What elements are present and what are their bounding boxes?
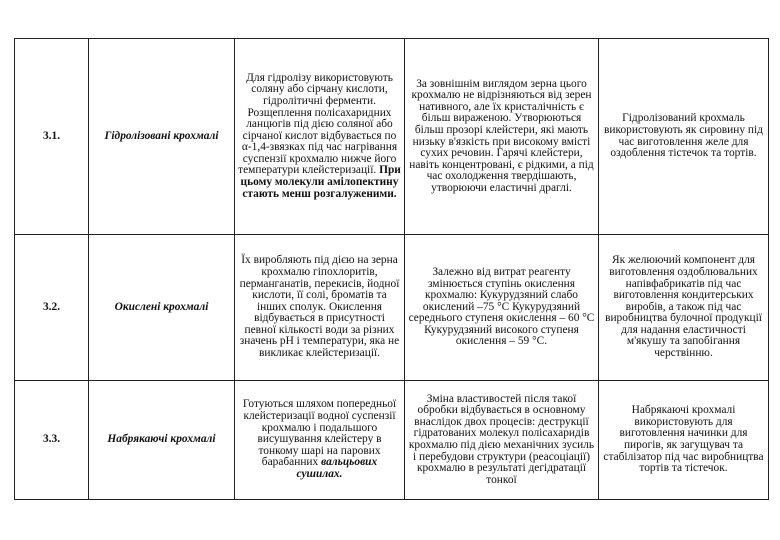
production-method-text: Для гідролізу використовують соляну або сірчану кислоти, гідролітичні ферменти. Розщеплення полісахаридних ланцюгів під дією соляної або сірчаної кислот відбувається по α-1,4-звязках під час нагрівання суспензії крохмалю нижче його температури клейстеризації.	[238, 71, 398, 177]
usage-cell	[599, 235, 769, 381]
starch-type-name: Гідролізовані крохмалі	[89, 39, 235, 235]
row-number: 3.1.	[15, 39, 89, 235]
table-row	[15, 39, 769, 235]
production-method-cell	[235, 381, 405, 500]
properties-text: За зовнішнім виглядом зерна цього крохмалю не відрізняються від зерен нативного, але їх кристалічність є більш вираженою. Утворюються більш прозорі клейстери, які мають низьку в'язкість при високому вмісті сухих речовин. Гарячі клейстери, навіть концентровані, є рідкими, а під час охолодження твердішають, утворюючи еластичні драглі.	[409, 77, 594, 194]
production-method-emphasis: вальцьових сушилах.	[296, 456, 378, 480]
starch-types-table	[14, 38, 769, 500]
starch-type-name: Окислені крохмалі	[89, 235, 235, 381]
starch-type-name: Набрякаючі крохмалі	[89, 381, 235, 500]
properties-text: Залежно від витрат реагенту змінюється ступінь окислення крохмалю: Кукурудзяний слабо окислений –75 °С Кукурудзяний середнього ступеня окислення – 60 °С Кукурудзяний високого ступеня окислення – 59 °С.	[408, 265, 595, 348]
production-method-text: Їх виробляють під дією на зерна крохмалю гіпохлоритів, перманганатів, перекисів, йодної кислоти, її солі, броматів та інших сполук. Окислення відбувається в присутності певної кількості води за різних значень рН і температури, яка не викликає клейстеризації.	[239, 254, 400, 360]
properties-cell	[405, 235, 599, 381]
properties-text: Зміна властивостей після такої обробки відбувається в основному внаслідок двох процесів: деструкції гідратованих молекул полісахаридів крохмалю під дією механічних зусиль і перебудови структури (реасоціації) крохмалю в результаті дегідратації тонкої	[408, 392, 595, 486]
row-number: 3.2.	[15, 235, 89, 381]
production-method-cell	[235, 235, 405, 381]
row-number: 3.3.	[15, 381, 89, 500]
usage-cell	[599, 39, 769, 235]
production-method-text: Готуються шляхом попередньої клейстеризації водної суспензії крохмалю і подальшого висушування клейстеру в тонкому шарі на парових барабанних	[242, 398, 397, 469]
usage-text: Як желюючий компонент для виготовлення оздоблювальних напівфабрикатів під час виготовлення кондитерських виробів, а також під час виробництва булочної продукції для надання еластичності м'якушу та запобігання черствінню.	[605, 254, 762, 360]
usage-cell	[599, 381, 769, 500]
table-row	[15, 381, 769, 500]
properties-cell	[405, 39, 599, 235]
properties-cell	[405, 381, 599, 500]
table-row	[15, 235, 769, 381]
usage-text: Гідролізований крохмаль використовують як сировину під час виготовлення желе для оздоблення тістечок та тортів.	[604, 112, 763, 160]
production-method-cell	[235, 39, 405, 235]
usage-text: Набрякаючі крохмалі використовують для виготовлення начинки для пирогів, як загущувач та стабілізатор під час виробництва тортів та тістечок.	[603, 404, 764, 475]
production-method-emphasis: При цьому молекули амілопектину стають менш розгалуженими.	[240, 164, 401, 200]
